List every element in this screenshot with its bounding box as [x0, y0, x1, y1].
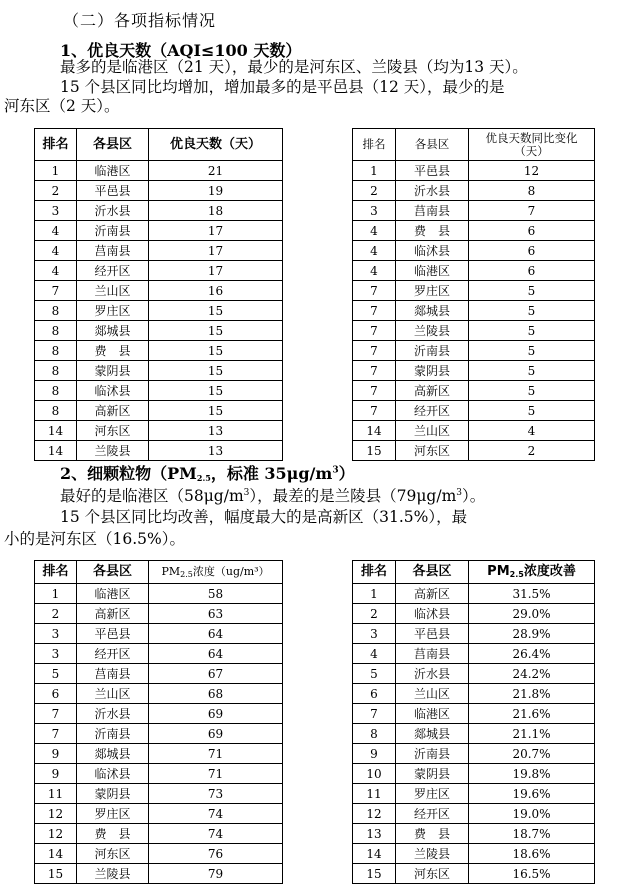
cell-rank: 8	[35, 301, 77, 321]
cell-district: 平邑县	[396, 161, 469, 181]
cell-rank: 15	[35, 864, 77, 884]
cell-value: 15	[149, 361, 283, 381]
cell-rank: 7	[35, 281, 77, 301]
table-row	[353, 804, 595, 824]
cell-district: 兰陵县	[396, 321, 469, 341]
table-row	[353, 441, 595, 461]
cell-rank: 3	[353, 624, 396, 644]
cell-district: 兰山区	[77, 684, 149, 704]
table-row	[35, 201, 283, 221]
cell-rank: 4	[35, 221, 77, 241]
table-row	[35, 261, 283, 281]
table-row	[35, 241, 283, 261]
cell-district: 平邑县	[396, 624, 469, 644]
cell-value: 5	[469, 301, 595, 321]
cell-rank: 15	[353, 864, 396, 884]
cell-district: 河东区	[77, 844, 149, 864]
cell-district: 兰山区	[77, 281, 149, 301]
cell-value: 13	[149, 441, 283, 461]
table-row	[353, 341, 595, 361]
table-row	[35, 181, 283, 201]
cell-rank: 7	[353, 361, 396, 381]
table-pm25-concentration	[34, 560, 283, 884]
cell-district: 经开区	[77, 644, 149, 664]
col-header-district: 各县区	[77, 129, 149, 161]
para-good-days-1: 最多的是临港区（21 天），最少的是河东区、兰陵县（均为13 天）。	[60, 58, 528, 76]
cell-district: 沂水县	[396, 664, 469, 684]
heading-good-days: 1、优良天数（AQI≤100 天数）	[60, 41, 302, 60]
table-row	[353, 161, 595, 181]
col-header-good-days-change: 优良天数同比变化（天）	[469, 129, 595, 161]
table-row	[353, 644, 595, 664]
cell-value: 24.2%	[469, 664, 595, 684]
cell-district: 沂南县	[77, 221, 149, 241]
cell-district: 临港区	[396, 261, 469, 281]
cell-rank: 8	[35, 341, 77, 361]
cell-value: 19.0%	[469, 804, 595, 824]
cell-rank: 4	[35, 261, 77, 281]
table-good-days-ranking	[34, 128, 283, 461]
table-row	[353, 321, 595, 341]
cell-value: 64	[149, 624, 283, 644]
cell-district: 蒙阴县	[77, 784, 149, 804]
cell-value: 28.9%	[469, 624, 595, 644]
cell-district: 沂南县	[396, 744, 469, 764]
table-row	[35, 624, 283, 644]
cell-value: 21.6%	[469, 704, 595, 724]
table-row	[35, 864, 283, 884]
cell-district: 临沭县	[396, 604, 469, 624]
cell-value: 68	[149, 684, 283, 704]
cell-value: 73	[149, 784, 283, 804]
cell-district: 河东区	[396, 864, 469, 884]
cell-rank: 14	[353, 844, 396, 864]
cell-district: 费 县	[396, 221, 469, 241]
cell-district: 经开区	[77, 261, 149, 281]
cell-rank: 6	[353, 684, 396, 704]
cell-value: 20.7%	[469, 744, 595, 764]
cell-district: 临港区	[77, 161, 149, 181]
table-row	[35, 664, 283, 684]
cell-district: 郯城县	[77, 744, 149, 764]
cell-district: 临沭县	[77, 764, 149, 784]
cell-rank: 11	[35, 784, 77, 804]
cell-value: 16.5%	[469, 864, 595, 884]
table-row	[35, 381, 283, 401]
col-header-district: 各县区	[396, 129, 469, 161]
cell-rank: 3	[35, 644, 77, 664]
cell-district: 蒙阴县	[396, 764, 469, 784]
cell-value: 15	[149, 301, 283, 321]
cell-district: 郯城县	[77, 321, 149, 341]
table-row	[353, 604, 595, 624]
cell-value: 21.8%	[469, 684, 595, 704]
cell-value: 79	[149, 864, 283, 884]
cell-value: 2	[469, 441, 595, 461]
table-row	[353, 744, 595, 764]
cell-rank: 8	[35, 401, 77, 421]
table-row	[35, 704, 283, 724]
cell-district: 临沭县	[77, 381, 149, 401]
heading-pm25: 2、细颗粒物（$PM_{2.5}$，标准 $35\mu g/m^3$）	[60, 464, 355, 483]
table-row	[353, 844, 595, 864]
table-row	[353, 684, 595, 704]
cell-rank: 3	[35, 624, 77, 644]
table-row	[353, 724, 595, 744]
table-row	[35, 301, 283, 321]
cell-district: 经开区	[396, 401, 469, 421]
cell-value: 15	[149, 321, 283, 341]
cell-value: 21.1%	[469, 724, 595, 744]
col-header-rank: 排名	[35, 561, 77, 584]
table-pm25-improvement	[352, 560, 595, 884]
cell-rank: 1	[353, 584, 396, 604]
cell-value: 26.4%	[469, 644, 595, 664]
table-row	[353, 704, 595, 724]
cell-value: 5	[469, 321, 595, 341]
cell-value: 18.7%	[469, 824, 595, 844]
table-row	[35, 441, 283, 461]
cell-rank: 9	[35, 744, 77, 764]
cell-rank: 8	[35, 321, 77, 341]
cell-value: 74	[149, 804, 283, 824]
cell-rank: 12	[35, 824, 77, 844]
cell-rank: 14	[35, 441, 77, 461]
table-row	[35, 221, 283, 241]
cell-district: 费 县	[77, 341, 149, 361]
col-header-rank: 排名	[353, 129, 396, 161]
cell-rank: 4	[353, 221, 396, 241]
cell-district: 经开区	[396, 804, 469, 824]
table-row	[353, 201, 595, 221]
cell-rank: 7	[353, 381, 396, 401]
cell-rank: 3	[35, 201, 77, 221]
cell-rank: 4	[353, 241, 396, 261]
cell-value: 6	[469, 221, 595, 241]
cell-district: 费 县	[396, 824, 469, 844]
cell-value: 5	[469, 281, 595, 301]
cell-value: 15	[149, 341, 283, 361]
cell-district: 高新区	[396, 584, 469, 604]
col-header-pm25-concentration: $PM_{2.5}$浓度（ug/m³）	[149, 561, 283, 584]
table-row	[35, 844, 283, 864]
cell-district: 蒙阴县	[396, 361, 469, 381]
table-row	[353, 221, 595, 241]
cell-rank: 2	[353, 604, 396, 624]
cell-rank: 7	[353, 401, 396, 421]
col-header-district: 各县区	[77, 561, 149, 584]
table-row	[35, 824, 283, 844]
table-row	[35, 804, 283, 824]
cell-district: 兰山区	[396, 684, 469, 704]
col-header-pm25-improvement: $PM_{2.5}$浓度改善	[469, 561, 595, 584]
cell-district: 兰陵县	[77, 441, 149, 461]
cell-district: 罗庄区	[396, 784, 469, 804]
table-row	[35, 784, 283, 804]
cell-rank: 13	[353, 824, 396, 844]
table-row	[35, 744, 283, 764]
cell-district: 罗庄区	[396, 281, 469, 301]
cell-value: 17	[149, 221, 283, 241]
cell-value: 69	[149, 704, 283, 724]
cell-district: 兰陵县	[396, 844, 469, 864]
cell-value: 5	[469, 361, 595, 381]
cell-district: 沂水县	[77, 201, 149, 221]
table-row	[353, 784, 595, 804]
cell-value: 63	[149, 604, 283, 624]
cell-value: 5	[469, 381, 595, 401]
cell-rank: 7	[35, 724, 77, 744]
table-row	[35, 604, 283, 624]
cell-district: 罗庄区	[77, 301, 149, 321]
cell-rank: 7	[353, 704, 396, 724]
table-row	[353, 664, 595, 684]
table-row	[353, 764, 595, 784]
cell-rank: 14	[35, 844, 77, 864]
table-row	[35, 281, 283, 301]
cell-rank: 14	[35, 421, 77, 441]
cell-district: 费 县	[77, 824, 149, 844]
cell-value: 12	[469, 161, 595, 181]
table-row	[353, 281, 595, 301]
para-good-days-2b: 河东区（2 天）。	[4, 97, 120, 115]
cell-rank: 12	[353, 804, 396, 824]
cell-rank: 5	[35, 664, 77, 684]
cell-value: 31.5%	[469, 584, 595, 604]
cell-district: 沂南县	[77, 724, 149, 744]
cell-value: 19.8%	[469, 764, 595, 784]
cell-district: 莒南县	[77, 241, 149, 261]
cell-rank: 4	[353, 261, 396, 281]
cell-district: 河东区	[77, 421, 149, 441]
table-row	[353, 624, 595, 644]
cell-rank: 7	[353, 301, 396, 321]
table-row	[353, 381, 595, 401]
cell-district: 高新区	[396, 381, 469, 401]
cell-value: 5	[469, 341, 595, 361]
cell-rank: 7	[353, 281, 396, 301]
table-row	[35, 341, 283, 361]
table-row	[353, 824, 595, 844]
cell-value: 71	[149, 744, 283, 764]
cell-value: 17	[149, 241, 283, 261]
cell-rank: 7	[353, 321, 396, 341]
col-header-rank: 排名	[353, 561, 396, 584]
cell-district: 兰山区	[396, 421, 469, 441]
cell-value: 71	[149, 764, 283, 784]
section-title: （二）各项指标情况	[63, 11, 217, 30]
table-row	[35, 584, 283, 604]
cell-district: 沂水县	[396, 181, 469, 201]
table-row	[35, 321, 283, 341]
cell-district: 沂南县	[396, 341, 469, 361]
cell-district: 高新区	[77, 401, 149, 421]
cell-rank: 9	[35, 764, 77, 784]
cell-rank: 12	[35, 804, 77, 824]
cell-district: 沂水县	[77, 704, 149, 724]
para-pm25-2b: 小的是河东区（16.5%）。	[4, 530, 185, 548]
cell-value: 18.6%	[469, 844, 595, 864]
cell-value: 17	[149, 261, 283, 281]
cell-rank: 6	[35, 684, 77, 704]
table-row	[353, 421, 595, 441]
cell-value: 64	[149, 644, 283, 664]
cell-rank: 14	[353, 421, 396, 441]
para-good-days-2a: 15 个县区同比均增加，增加最多的是平邑县（12 天），最少的是	[60, 78, 505, 96]
table-row	[353, 401, 595, 421]
table-row	[35, 764, 283, 784]
cell-rank: 3	[353, 201, 396, 221]
cell-rank: 2	[35, 604, 77, 624]
cell-district: 莒南县	[396, 201, 469, 221]
cell-value: 7	[469, 201, 595, 221]
cell-district: 临港区	[77, 584, 149, 604]
cell-value: 19.6%	[469, 784, 595, 804]
cell-rank: 8	[35, 361, 77, 381]
table-row	[353, 261, 595, 281]
table-good-days-change	[352, 128, 595, 461]
cell-value: 4	[469, 421, 595, 441]
cell-district: 郯城县	[396, 724, 469, 744]
cell-value: 29.0%	[469, 604, 595, 624]
cell-value: 6	[469, 261, 595, 281]
cell-rank: 8	[353, 724, 396, 744]
cell-rank: 10	[353, 764, 396, 784]
cell-district: 平邑县	[77, 181, 149, 201]
cell-value: 15	[149, 401, 283, 421]
cell-district: 莒南县	[77, 664, 149, 684]
cell-value: 69	[149, 724, 283, 744]
table-row	[35, 401, 283, 421]
table-row	[35, 684, 283, 704]
cell-value: 18	[149, 201, 283, 221]
cell-district: 罗庄区	[77, 804, 149, 824]
cell-value: 67	[149, 664, 283, 684]
cell-rank: 2	[35, 181, 77, 201]
cell-rank: 15	[353, 441, 396, 461]
cell-district: 河东区	[396, 441, 469, 461]
cell-value: 74	[149, 824, 283, 844]
cell-district: 郯城县	[396, 301, 469, 321]
cell-district: 临港区	[396, 704, 469, 724]
cell-value: 6	[469, 241, 595, 261]
cell-district: 莒南县	[396, 644, 469, 664]
cell-district: 平邑县	[77, 624, 149, 644]
table-row	[35, 724, 283, 744]
cell-rank: 9	[353, 744, 396, 764]
col-header-rank: 排名	[35, 129, 77, 161]
cell-district: 临沭县	[396, 241, 469, 261]
cell-rank: 5	[353, 664, 396, 684]
cell-value: 13	[149, 421, 283, 441]
cell-value: 8	[469, 181, 595, 201]
cell-rank: 7	[353, 341, 396, 361]
cell-value: 58	[149, 584, 283, 604]
table-row	[353, 181, 595, 201]
table-row	[353, 241, 595, 261]
cell-value: 5	[469, 401, 595, 421]
cell-rank: 7	[35, 704, 77, 724]
cell-rank: 1	[35, 584, 77, 604]
cell-rank: 8	[35, 381, 77, 401]
cell-district: 高新区	[77, 604, 149, 624]
cell-rank: 1	[353, 161, 396, 181]
col-header-good-days: 优良天数（天）	[149, 129, 283, 161]
table-row	[353, 584, 595, 604]
table-row	[35, 361, 283, 381]
cell-rank: 1	[35, 161, 77, 181]
table-row	[353, 864, 595, 884]
cell-value: 21	[149, 161, 283, 181]
cell-value: 15	[149, 381, 283, 401]
para-pm25-2a: 15 个县区同比均改善，幅度最大的是高新区（31.5%），最	[60, 508, 468, 526]
table-row	[353, 301, 595, 321]
table-row	[35, 421, 283, 441]
col-header-district: 各县区	[396, 561, 469, 584]
para-pm25-1: 最好的是临港区$(58\mu g/m^3)$，最差的是兰陵县$(79\mu g/m^3)$。	[60, 487, 486, 506]
cell-district: 蒙阴县	[77, 361, 149, 381]
cell-value: 19	[149, 181, 283, 201]
table-row	[353, 361, 595, 381]
table-row	[35, 644, 283, 664]
cell-value: 16	[149, 281, 283, 301]
cell-rank: 4	[353, 644, 396, 664]
cell-rank: 4	[35, 241, 77, 261]
cell-rank: 11	[353, 784, 396, 804]
cell-district: 兰陵县	[77, 864, 149, 884]
cell-rank: 2	[353, 181, 396, 201]
table-row	[35, 161, 283, 181]
cell-value: 76	[149, 844, 283, 864]
